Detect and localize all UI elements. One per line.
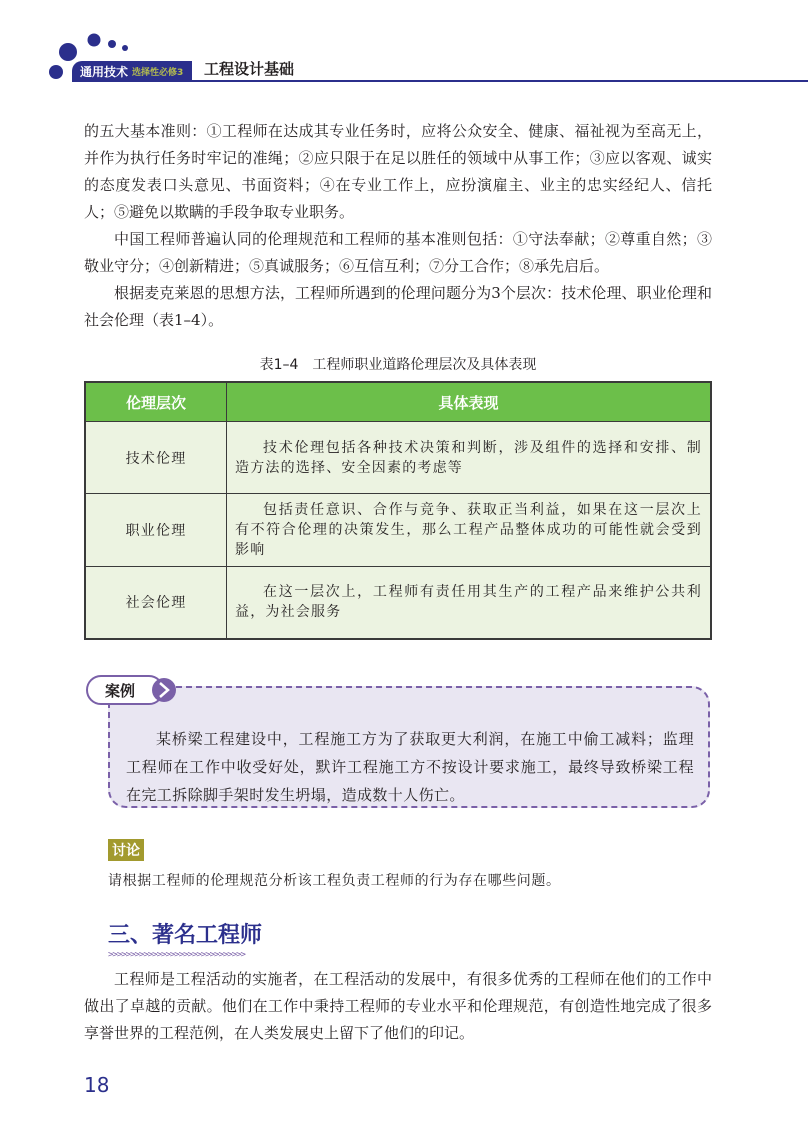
header-chapter-title: 工程设计基础 <box>204 60 295 78</box>
ethics-levels-table <box>84 381 712 640</box>
discussion-label: 讨论 <box>108 839 144 861</box>
table-header-desc: 具体表现 <box>227 382 712 422</box>
discussion-question: 请根据工程师的伦理规范分析该工程负责工程师的行为存在哪些问题。 <box>108 873 561 889</box>
table-cell-desc: 在这一层次上，工程师有责任用其生产的工程产品来维护公共利益，为社会服务 <box>227 567 712 639</box>
header-book-tab <box>72 61 192 82</box>
paragraph-chinese-norms: 中国工程师普遍认同的伦理规范和工程师的基本准则包括：①守法奉献；②尊重自然；③敬业守分；④创新精进；⑤真诚服务；⑥互信互利；⑦分工合作；⑧承先启后。 <box>84 230 712 275</box>
table-cell-level: 社会伦理 <box>85 567 227 639</box>
section-title-rule: >>>>>>>>>>>>>>>>>>>>>>>>>>>>>>> <box>108 950 245 960</box>
header-book-title: 通用技术 <box>80 65 129 79</box>
section-title: 三、著名工程师 <box>108 923 263 948</box>
table-row <box>85 567 711 639</box>
table-row <box>85 494 711 567</box>
table-cell-desc: 包括责任意识、合作与竞争、获取正当利益，如果在这一层次上有不符合伦理的决策发生，那么工程产品整体成功的可能性就会受到影响 <box>227 494 712 567</box>
table-row <box>85 422 711 494</box>
page-number: 18 <box>84 1073 110 1097</box>
table-cell-level: 技术伦理 <box>85 422 227 494</box>
case-text: 某桥梁工程建设中，工程施工方为了获取更大利润，在施工中偷工减料；监理工程师在工作中收受好处，默许工程施工方不按设计要求施工，最终导致桥梁工程在完工拆除脚手架时发生坍塌，造成数十人伤亡。 <box>126 730 694 804</box>
paragraph-famous-engineers: 工程师是工程活动的实施者，在工程活动的发展中，有很多优秀的工程师在他们的工作中做出了卓越的贡献。他们在工作中秉持工程师的专业水平和伦理规范，有创造性地完成了很多享誉世界的工程范例，在人类发展史上留下了他们的印记。 <box>84 970 712 1042</box>
table-caption: 表1–4 工程师职业道路伦理层次及具体表现 <box>259 357 537 373</box>
header-rule <box>192 80 808 82</box>
table-header-level: 伦理层次 <box>85 382 227 422</box>
table-cell-desc: 技术伦理包括各种技术决策和判断，涉及组件的选择和安排、制造方法的选择、安全因素的考虑等 <box>227 422 712 494</box>
table-cell-level: 职业伦理 <box>85 494 227 567</box>
case-label: 案例 <box>104 682 136 700</box>
case-label-tag <box>86 674 178 706</box>
paragraph-five-principles: 的五大基本准则：①工程师在达成其专业任务时，应将公众安全、健康、福祉视为至高无上，并作为执行任务时牢记的准绳；②应只限于在足以胜任的领域中从事工作；③应以客观、诚实的态度发表口头意见、书面资料；④在专业工作上，应扮演雇主、业主的忠实经纪人、信托人；⑤避免以欺瞒的手段争取专业职务。 <box>84 122 712 221</box>
paragraph-three-levels: 根据麦克莱恩的思想方法，工程师所遇到的伦理问题分为3个层次：技术伦理、职业伦理和社会伦理（表1–4）。 <box>84 284 712 329</box>
header-book-subtitle: 选择性必修3 <box>132 68 184 78</box>
table-header-row <box>85 382 711 422</box>
